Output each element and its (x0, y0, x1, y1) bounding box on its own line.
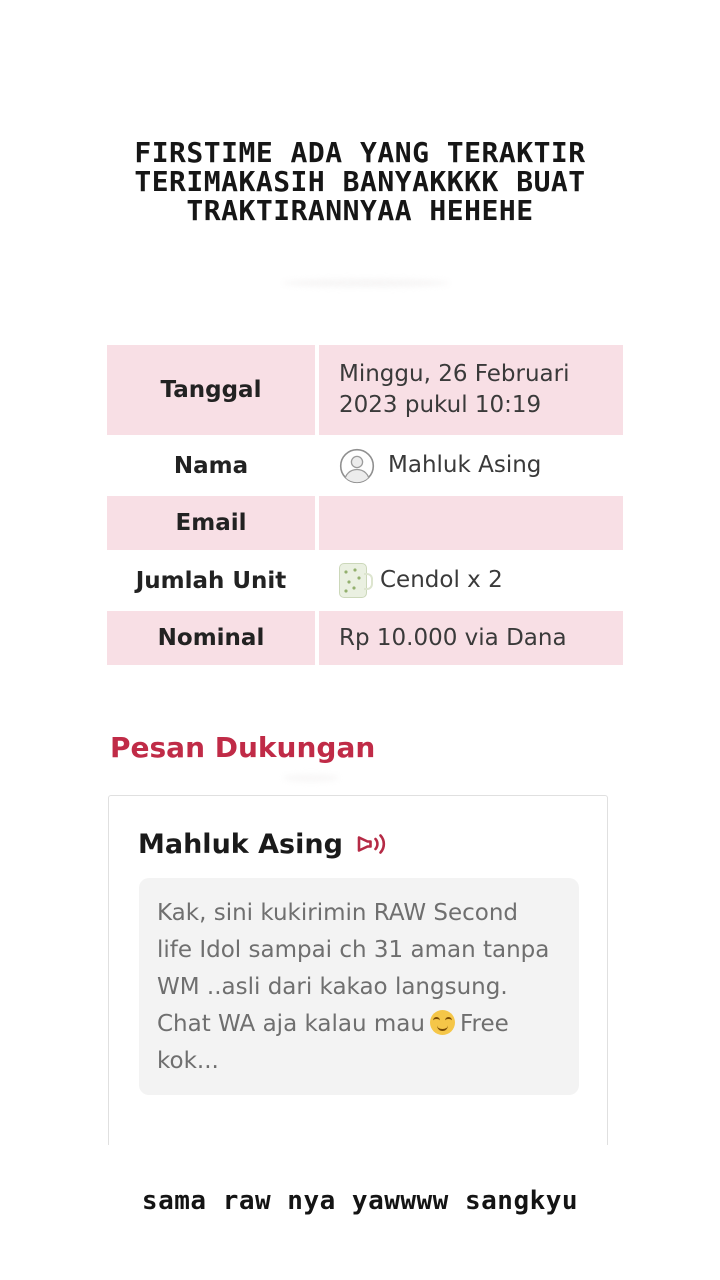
table-value-jumlah-unit (319, 553, 623, 608)
nama-value-text: Mahluk Asing (388, 452, 542, 478)
table-label-jumlah-unit: Jumlah Unit (107, 553, 315, 608)
table-value-email (319, 496, 623, 550)
table-value-nominal (319, 611, 623, 665)
supporter-row (138, 828, 390, 860)
table-label-nominal: Nominal (107, 611, 315, 665)
caption-bottom: sama raw nya yawwww sangkyu (141, 1186, 579, 1216)
cendol-icon-handle (364, 573, 373, 590)
artifact-smudge (282, 279, 450, 287)
avatar-icon (339, 448, 375, 484)
tanggal-value-text: Minggu, 26 Februari 2023 pukul 10:19 (339, 361, 570, 418)
message-line-2: life Idol sampai ch 31 aman tanpa (157, 937, 550, 963)
nominal-value-text: Rp 10.000 via Dana (339, 624, 567, 651)
support-message-card (108, 795, 608, 1145)
caption-top (0, 138, 720, 225)
message-line-1: Kak, sini kukirimin RAW Second (157, 900, 519, 926)
table-label-tanggal: Tanggal (107, 345, 315, 435)
pesan-dukungan-heading: Pesan Dukungan (110, 731, 376, 764)
message-line-4 (157, 1006, 569, 1043)
caption-top-line-2: TERIMAKASIH BANYAKKKK BUAT (134, 165, 586, 198)
table-label-email: Email (107, 496, 315, 550)
message-box (139, 878, 579, 1095)
caption-top-line-3: TRAKTIRANNYAA HEHEHE (186, 194, 534, 227)
cendol-icon (339, 563, 367, 598)
smiling-face-emoji (430, 1010, 455, 1035)
speaker-icon[interactable] (354, 828, 390, 860)
message-line-5: kok... (157, 1048, 219, 1074)
message-line-3: WM ..asli dari kakao langsung. (157, 974, 508, 1000)
emoji-mouth (437, 1023, 448, 1031)
table-label-nama: Nama (107, 438, 315, 493)
jumlah-unit-value-text: Cendol x 2 (380, 567, 503, 593)
supporter-name: Mahluk Asing (138, 828, 343, 860)
table-value-tanggal (319, 345, 623, 435)
donation-table (107, 345, 623, 665)
message-line-4-after: Free (459, 1011, 509, 1037)
caption-top-line-1: FIRSTIME ADA YANG TERAKTIR (134, 136, 586, 169)
table-value-nama (319, 438, 623, 493)
artifact-smudge (283, 774, 339, 782)
message-line-4-before: Chat WA aja kalau mau (157, 1011, 425, 1037)
